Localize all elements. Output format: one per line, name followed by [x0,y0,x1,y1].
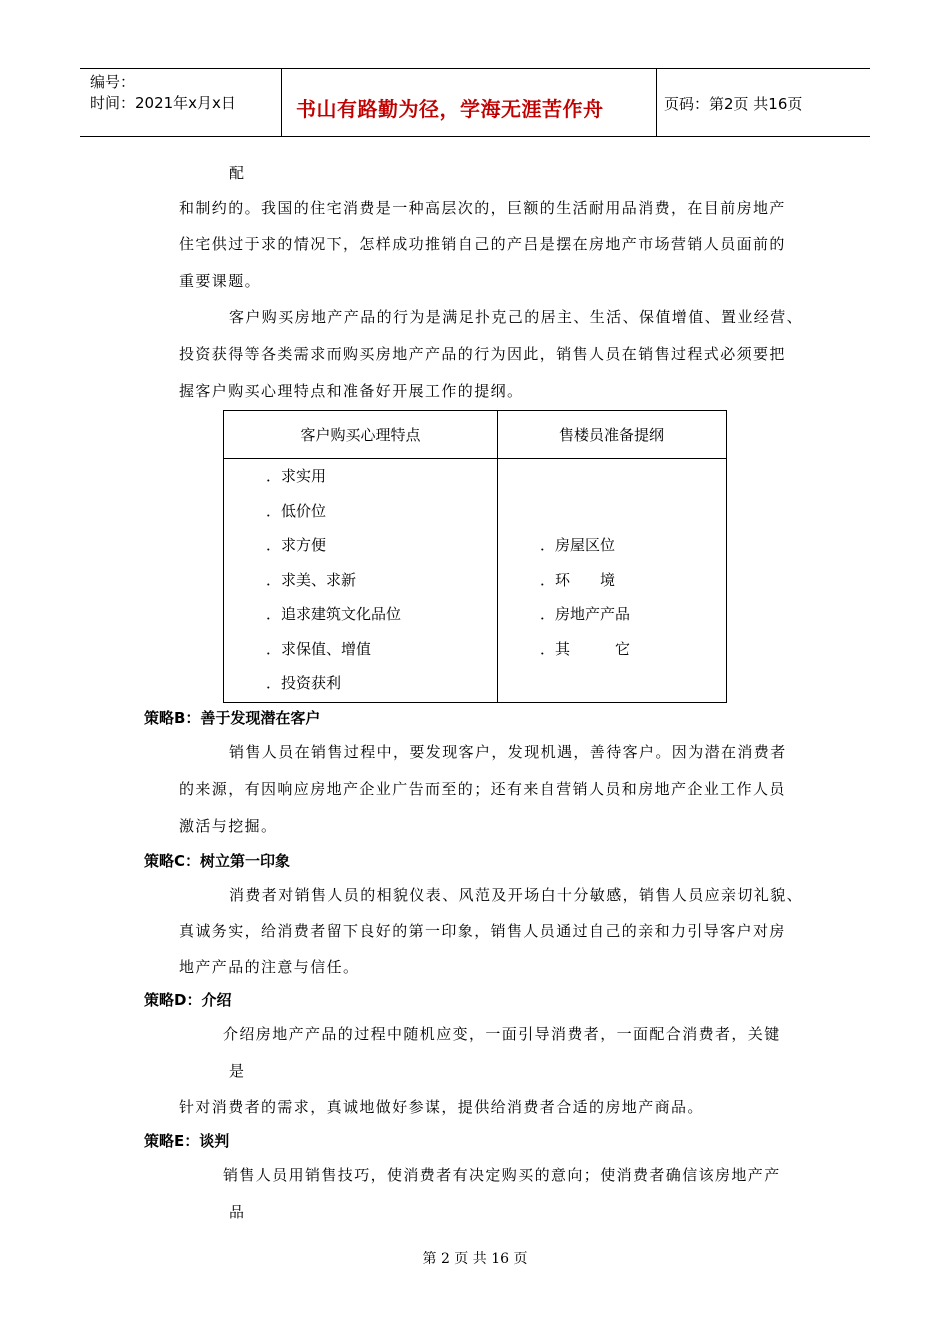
table-cell-item: ．低价位 [266,502,327,520]
document-date-label: 时间：2021年x月x日 [90,94,236,112]
paragraph-line: 是 [229,1062,246,1080]
paragraph-line: 激活与挖掘。 [179,817,278,835]
header-divider-right [656,68,657,136]
paragraph-line: 的来源，有因响应房地产企业广告而至的；还有来自营销人员和房地产企业工作人员 [179,780,786,798]
table-cell-item: ．其 它 [540,640,631,658]
section-heading: 策略D：介绍 [144,991,232,1009]
table-header-cell: 客户购买心理特点 [300,426,421,444]
table-cell-item: ．投资获利 [266,674,342,692]
header-divider-left [281,68,282,136]
page-footer: 第 2 页 共 16 页 [422,1251,528,1267]
table-cell-item: ．房地产产品 [540,605,631,623]
paragraph-line: 重要课题。 [179,272,262,290]
table-cell-item: ．求美、求新 [266,571,357,589]
table-cell-item: ．房屋区位 [540,536,616,554]
paragraph-line: 配 [229,164,246,182]
paragraph-line: 针对消费者的需求，真诚地做好参谋，提供给消费者合适的房地产商品。 [179,1098,704,1116]
paragraph-line: 品 [229,1203,246,1221]
header-top-rule [80,68,870,69]
section-heading: 策略E：谈判 [144,1132,230,1150]
paragraph-line: 和制约的。我国的住宅消费是一种高层次的，巨额的生活耐用品消费，在目前房地产 [179,199,786,217]
paragraph-line: 住宅供过于求的情况下，怎样成功推销自己的产吕是摆在房地产市场营销人员面前的 [179,235,786,253]
header-bottom-rule [80,136,870,137]
document-number-label: 编号： [90,73,136,91]
table-header-rule [223,458,726,459]
section-heading: 策略C：树立第一印象 [144,852,291,870]
section-heading: 策略B：善于发现潜在客户 [144,709,321,727]
table-cell-item: ．求方便 [266,536,327,554]
paragraph-line: 销售人员在销售过程中，要发现客户，发现机遇，善待客户。因为潜在消费者 [229,743,787,761]
table-cell-item: ．追求建筑文化品位 [266,605,402,623]
paragraph-line: 投资获得等各类需求而购买房地产产品的行为因此，销售人员在销售过程式必须要把 [179,345,786,363]
table-header-cell: 售楼员准备提纲 [558,426,664,444]
header-motto: 书山有路勤为径，学海无涯苦作舟 [296,97,604,121]
paragraph-line: 握客户购买心理特点和准备好开展工作的提纲。 [179,382,524,400]
paragraph-line: 客户购买房地产产品的行为是满足扑克己的居主、生活、保值增值、置业经营、 [229,308,804,326]
header-page-code: 页码：第2页 共16页 [664,95,803,113]
table-cell-item: ．求保值、增值 [266,640,372,658]
paragraph-line: 真诚务实，给消费者留下良好的第一印象，销售人员通过自己的亲和力引导客户对房 [179,922,786,940]
paragraph-line: 介绍房地产产品的过程中随机应变，一面引导消费者，一面配合消费者，关键 [223,1025,781,1043]
paragraph-line: 消费者对销售人员的相貌仪表、风范及开场白十分敏感，销售人员应亲切礼貌、 [229,886,804,904]
paragraph-line: 销售人员用销售技巧，使消费者有决定购买的意向；使消费者确信该房地产产 [223,1166,781,1184]
table-border [223,410,727,703]
table-column-divider [497,410,498,702]
table-cell-item: ．环 境 [540,571,616,589]
paragraph-line: 地产产品的注意与信任。 [179,958,360,976]
table-cell-item: ．求实用 [266,467,327,485]
